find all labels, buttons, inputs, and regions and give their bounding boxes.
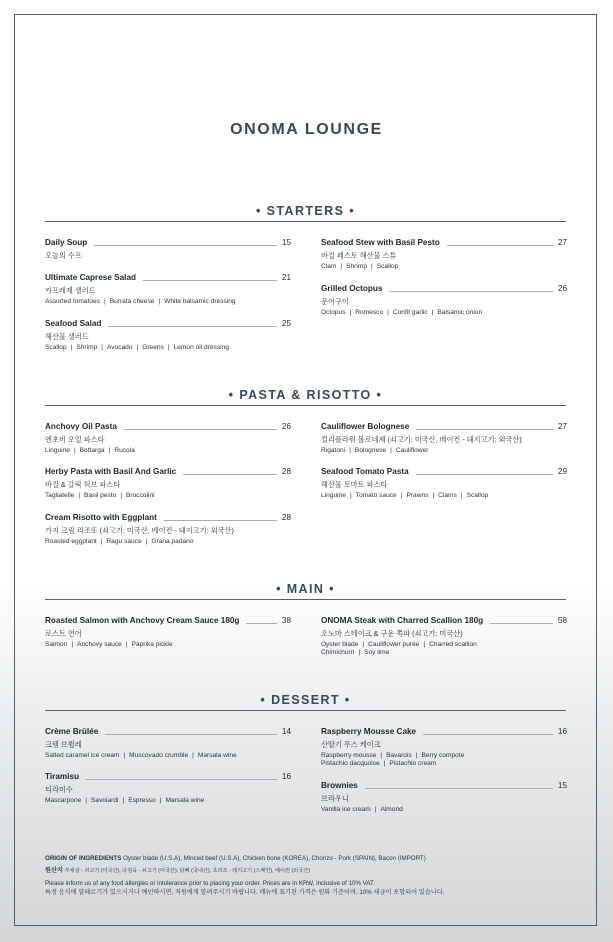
- item-description: Salted caramel ice cream | Muscovado crumble | Marsala wine: [45, 752, 237, 759]
- dot-leader: [447, 245, 553, 246]
- item-name: Herby Pasta with Basil And Garlic: [45, 467, 177, 476]
- item-price: 15: [557, 781, 567, 790]
- menu-item: [321, 781, 567, 814]
- item-price: 26: [281, 422, 291, 431]
- item-description: Raspberry mousse | Bavarois | Berry compote Pistachio dacquoise | Pistachio cream: [321, 752, 465, 768]
- menu-title: ONOMA LOUNGE: [230, 121, 383, 138]
- dot-leader: [389, 291, 552, 292]
- item-price: 38: [281, 616, 291, 625]
- item-description: Roasted eggplant | Ragu sauce | Grana padano: [45, 538, 194, 545]
- menu-item: [45, 467, 291, 500]
- item-price: 25: [281, 319, 291, 328]
- item-name: Grilled Octopus: [321, 284, 383, 293]
- item-description: Salmon | Anchovy sauce | Paprika pickle: [45, 641, 173, 648]
- menu-item: [321, 284, 567, 317]
- menu-item: [45, 513, 291, 546]
- item-description: Linguine | Tomato sauce | Prawns | Clams | Scallop: [321, 492, 489, 499]
- section-divider: [45, 710, 566, 711]
- menu-item: [321, 727, 567, 768]
- section-divider: [45, 221, 566, 222]
- item-name: Ultimate Caprese Salad: [45, 273, 137, 282]
- dot-leader: [490, 623, 553, 624]
- item-price: 15: [281, 238, 291, 247]
- dot-leader: [246, 623, 276, 624]
- item-korean-name: 엔초비 오일 파스타: [45, 435, 105, 444]
- item-description: Linguine | Bottarga | Rucola: [45, 447, 135, 454]
- allergy-notice-korean: 특정 음식에 알레르기가 있으시거나 예민하시면, 직원에게 알려주시기 바랍니다. 메뉴에 표기된 가격은 원화 기준이며, 10% 세금이 포함되어 있습니다.: [45, 889, 445, 896]
- item-description: Vanilla ice cream | Almond: [321, 806, 403, 813]
- item-description: Clam | Shrimp | Scallop: [321, 263, 399, 270]
- allergy-notice: Please inform us of any food allergies or intolerance prior to placing your order. Prices are in KRW, inclusive of 10% VAT.: [45, 880, 375, 887]
- menu-item: [45, 727, 291, 760]
- item-price: 29: [557, 467, 567, 476]
- item-price: 16: [281, 772, 291, 781]
- item-korean-name: 바질 페스토 해산물 스튜: [321, 251, 397, 260]
- item-korean-name: 산딸기 무스 케이크: [321, 740, 381, 749]
- origin-of-ingredients-korean: 원산지 부채살 - 쇠고기 (미국산), 다짐육 - 쇠고기 (미국산), 닭뼈 (국내산), 초리조 - 돼지고기 (스페인), 베이컨 (외국산): [45, 867, 310, 874]
- item-korean-name: 바질 & 갈릭 허브 파스타: [45, 480, 121, 489]
- item-description: Scallop | Shrimp | Avocado | Greens | Lemon oil dressing: [45, 344, 229, 351]
- section-heading-main: • MAIN •: [276, 582, 335, 596]
- dot-leader: [105, 734, 277, 735]
- item-name: Daily Soup: [45, 238, 88, 247]
- item-price: 28: [281, 513, 291, 522]
- dot-leader: [183, 474, 277, 475]
- section-heading-dessert: • DESSERT •: [260, 693, 351, 707]
- item-description: Oyster blade | Cauliflower purée | Charred scallion Chimichurri | Soy lime: [321, 641, 477, 657]
- dot-leader: [124, 429, 277, 430]
- item-name: Seafood Stew with Basil Pesto: [321, 238, 440, 247]
- dot-leader: [86, 779, 277, 780]
- item-name: Seafood Tomato Pasta: [321, 467, 409, 476]
- item-description: Tagliatelle | Basil pesto | Broccolini: [45, 492, 155, 499]
- item-name: Cauliflower Bolognese: [321, 422, 410, 431]
- origin-of-ingredients: ORIGIN OF INGREDIENTS Oyster blade (U.S.A), Minced beef (U.S.A), Chicken bone (KOREA), Chorizo - Pork (SPAIN), Bacon (IMPORT): [45, 855, 426, 862]
- item-korean-name: 로스트 연어: [45, 629, 82, 638]
- menu-item: [321, 616, 567, 657]
- section-heading-pasta-risotto: • PASTA & RISOTTO •: [228, 388, 383, 402]
- menu-item: [45, 772, 291, 805]
- item-name: Raspberry Mousse Cake: [321, 727, 417, 736]
- item-name: Seafood Salad: [45, 319, 102, 328]
- dot-leader: [416, 429, 553, 430]
- item-price: 14: [281, 727, 291, 736]
- item-description: Assorted tomatoes | Burrata cheese | White balsamic dressing: [45, 298, 236, 305]
- item-description: Octopus | Romesco | Confit garlic | Balsamic onion: [321, 309, 483, 316]
- item-name: Crème Brûlée: [45, 727, 99, 736]
- section-divider: [45, 405, 566, 406]
- item-korean-name: 컬리플라워 볼로네제 (쇠고기: 미국산, 베이컨 - 돼지고기: 외국산): [321, 435, 522, 444]
- menu-item: [45, 422, 291, 455]
- menu-item: [321, 467, 567, 500]
- item-name: Roasted Salmon with Anchovy Cream Sauce 180g: [45, 616, 240, 625]
- section-divider: [45, 599, 566, 600]
- item-name: ONOMA Steak with Charred Scallion 180g: [321, 616, 484, 625]
- item-korean-name: 해산물 토마토 파스타: [321, 480, 388, 489]
- item-korean-name: 해산물 샐러드: [45, 332, 89, 341]
- section-heading-starters: • STARTERS •: [256, 204, 355, 218]
- menu-item: [45, 238, 291, 260]
- item-korean-name: 카프레제 샐러드: [45, 286, 96, 295]
- dot-leader: [94, 245, 277, 246]
- dot-leader: [416, 474, 553, 475]
- menu-item: [45, 616, 291, 649]
- item-price: 16: [557, 727, 567, 736]
- dot-leader: [143, 280, 277, 281]
- item-name: Brownies: [321, 781, 358, 790]
- item-name: Cream Risotto with Eggplant: [45, 513, 157, 522]
- item-korean-name: 가지 크림 리조또 (쇠고기: 미국산, 베이컨 - 돼지고기: 외국산): [45, 526, 234, 535]
- dot-leader: [108, 326, 276, 327]
- dot-leader: [365, 788, 553, 789]
- dot-leader: [164, 520, 277, 521]
- item-korean-name: 문어구이: [321, 297, 349, 306]
- item-description: Mascarpone | Savoiardi | Espresso | Marsala wine: [45, 797, 205, 804]
- item-description: Rigatoni | Bolognese | Cauliflower: [321, 447, 429, 454]
- item-korean-name: 오노마 스테이크 & 구운 쪽파 (쇠고기: 미국산): [321, 629, 463, 638]
- menu-item: [321, 422, 567, 455]
- item-price: 58: [557, 616, 567, 625]
- item-korean-name: 오늘의 수프: [45, 251, 82, 260]
- item-price: 21: [281, 273, 291, 282]
- item-korean-name: 티라미수: [45, 785, 73, 794]
- item-price: 27: [557, 238, 567, 247]
- item-price: 26: [557, 284, 567, 293]
- item-name: Tiramisu: [45, 772, 79, 781]
- menu-item: [45, 319, 291, 352]
- item-korean-name: 크렘 브륄레: [45, 740, 82, 749]
- dot-leader: [423, 734, 553, 735]
- item-price: 28: [281, 467, 291, 476]
- item-name: Anchovy Oil Pasta: [45, 422, 117, 431]
- item-korean-name: 브라우니: [321, 794, 349, 803]
- item-price: 27: [557, 422, 567, 431]
- menu-item: [45, 273, 291, 306]
- menu-item: [321, 238, 567, 271]
